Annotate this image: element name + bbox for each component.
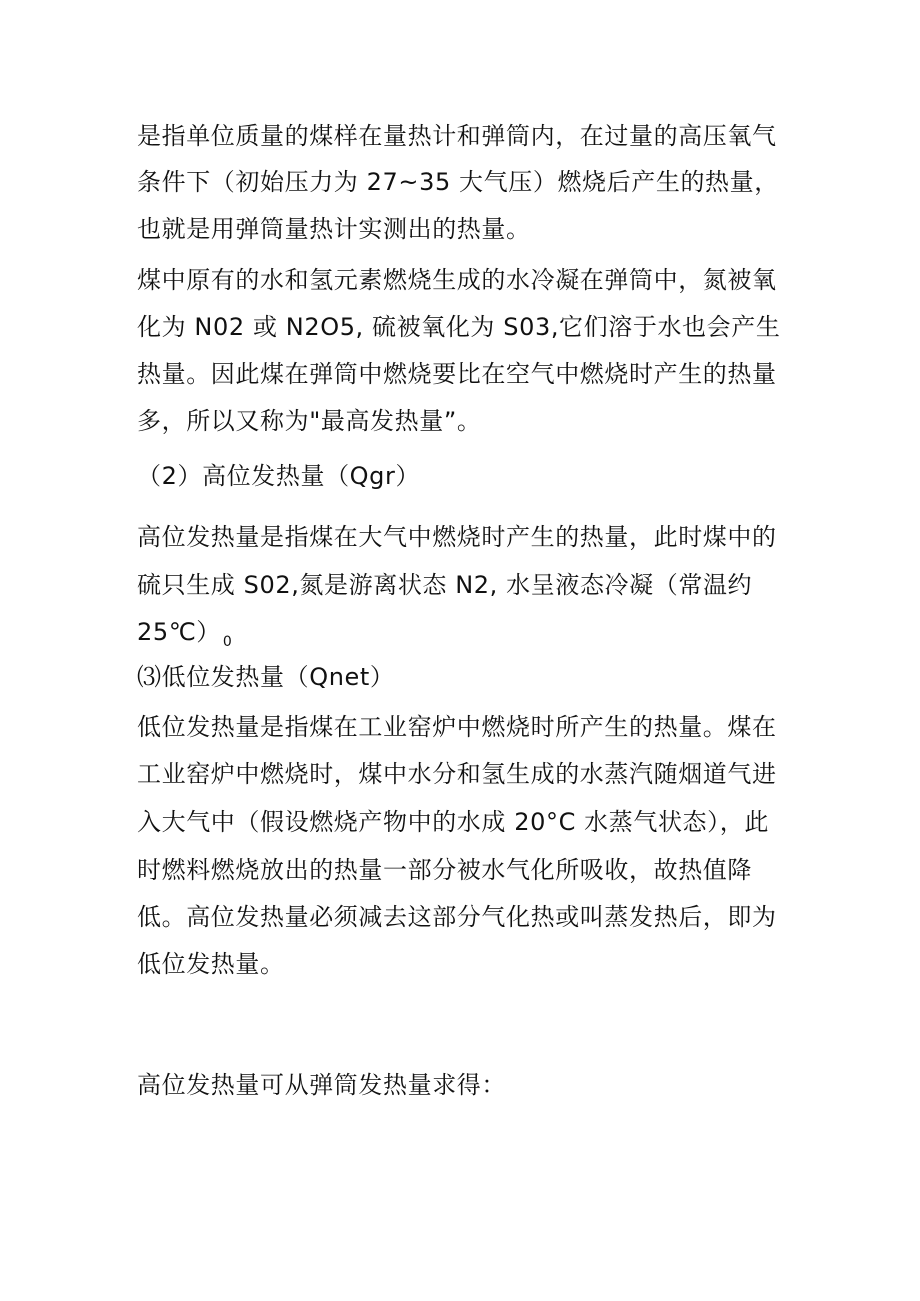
text-line: 煤中原有的水和氢元素燃烧生成的水冷凝在弹筒中，氮被氧: [137, 266, 777, 294]
text-line: 多，所以又称为"最高发热量”。: [137, 407, 482, 435]
text-line: 热量。因此煤在弹筒中燃烧要比在空气中燃烧时产生的热量: [137, 360, 777, 388]
section-heading-net: ⑶低位发热量（Qnet）: [137, 663, 395, 691]
text-line: 工业窑炉中燃烧时，煤中水分和氢生成的水蒸汽随烟道气进: [137, 760, 777, 788]
text-line: 低位发热量。: [137, 950, 285, 978]
text-line: 入大气中（假设燃烧产物中的水成 20°C 水蒸气状态），此: [137, 808, 769, 836]
text-run: 25℃）: [137, 618, 221, 646]
text-line: 条件下（初始压力为 27~35 大气压）燃烧后产生的热量，: [137, 168, 779, 196]
text-line: [137, 616, 797, 648]
text-line: 低位发热量是指煤在工业窑炉中燃烧时所产生的热量。煤在: [137, 713, 777, 741]
text-line: 硫只生成 S02,氮是游离状态 N2, 水呈液态冷凝（常温约: [137, 571, 753, 599]
subscript-text: 0: [222, 634, 233, 650]
text-line: 高位发热量是指煤在大气中燃烧时产生的热量，此时煤中的: [137, 523, 777, 551]
text-line: 化为 N02 或 N2O5, 硫被氧化为 S03,它们溶于水也会产生: [137, 313, 781, 341]
section-heading-gross: （2）高位发热量（Qgr）: [137, 462, 421, 490]
text-line: 时燃料燃烧放出的热量一部分被水气化所吸收，故热值降: [137, 856, 752, 884]
text-line: 高位发热量可从弹筒发热量求得：: [137, 1071, 506, 1099]
text-line: 低。高位发热量必须减去这部分气化热或叫蒸发热后，即为: [137, 903, 777, 931]
text-line: 是指单位质量的煤样在量热计和弹筒内，在过量的高压氧气: [137, 122, 777, 150]
text-line: 也就是用弹筒量热计实测出的热量。: [137, 215, 531, 243]
